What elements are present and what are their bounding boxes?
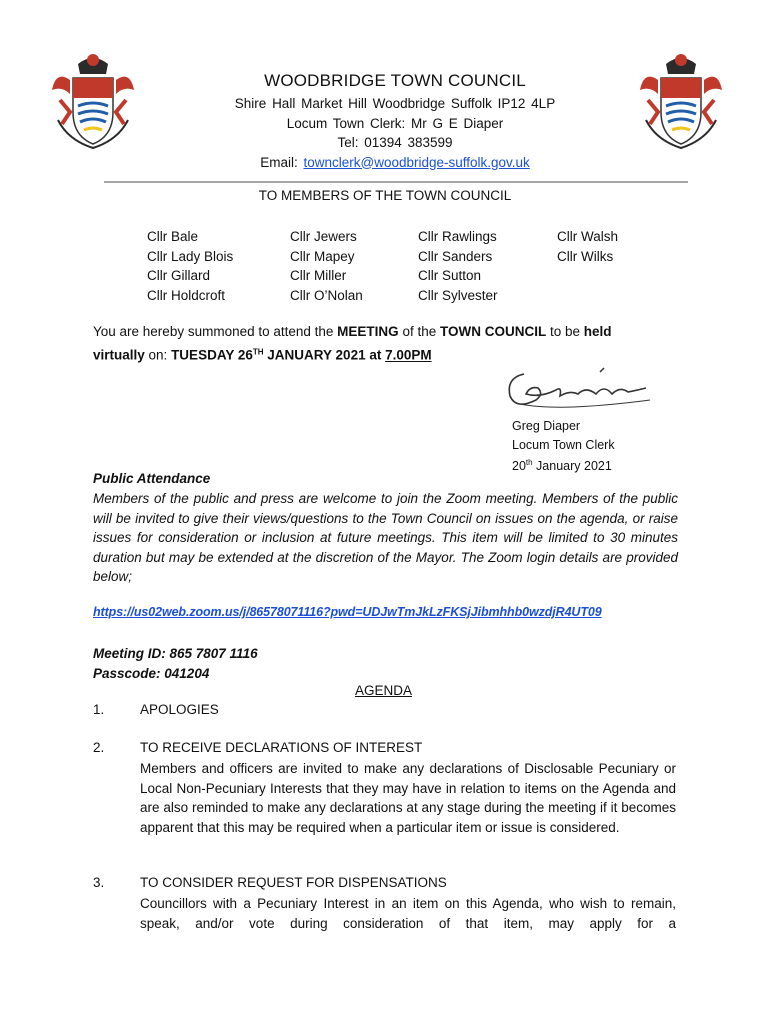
councillor-column-4 [557,227,618,266]
agenda-item-body: Councillors with a Pecuniary Interest in an item on this Agenda, who wish to remain, speak, and/or vote during consideration of that item, may apply for a [140,896,676,931]
agenda-item-heading: TO RECEIVE DECLARATIONS OF INTEREST [140,740,423,755]
agenda-item-body: Members and officers are invited to make any declarations of Disclosable Pecuniary or Local Non-Pecuniary Interests that they may have in relation to items on the Agenda and are also reminded to make any declarations at any stage during the meeting if it becomes apparent that this may be required when a particular item or issue is considered. [140,761,676,835]
councillor-name: Cllr Holdcroft [147,287,226,303]
summons-meeting: MEETING [337,324,399,339]
email-link[interactable]: townclerk@woodbridge-suffolk.gov.uk [303,154,530,170]
agenda-item-number: 1. [93,702,105,717]
councillor-name: Cllr Gillard [147,268,211,283]
meeting-date: TUESDAY 26 [171,347,253,363]
public-attendance-body: Members of the public and press are welcome to join the Zoom meeting. Members of the public will be invited to give their views/questions to the Town Council on issues on the agenda, or raise issues for consideration or inclusion at future meetings. This item will be limited to 30 minutes duration but may be extended at the discretion of the Mayor. The Zoom login details are provided below; [93,491,678,584]
zoom-meeting-link[interactable]: https://us02web.zoom.us/j/86578071116?pwd=UDJwTmJkLzFKSjJibmhhb0wzdjR4UT09 [93,605,602,619]
councillor-name: Cllr Walsh [557,229,619,244]
summons-town-council: TOWN COUNCIL [439,324,547,339]
councillor-name: Cllr Mapey [290,248,355,264]
email-label: Email: [260,154,304,170]
meeting-time: 7.00PM [385,347,432,363]
to-members-heading: TO MEMBERS OF THE TOWN COUNCIL [258,188,512,203]
telephone-line: Tel: 01394 383599 [337,135,453,150]
clerk-name: Greg Diaper [512,419,581,433]
councillor-name: Cllr O’Nolan [290,287,363,303]
town-crest-icon [48,50,138,150]
councillor-name: Cllr Miller [290,268,347,283]
councillor-column-1 [147,227,233,305]
agenda-item-number: 2. [93,740,105,755]
agenda-item-heading: APOLOGIES [140,702,219,717]
summons-virtually: virtually [93,347,145,363]
councillor-column-2 [290,227,363,305]
letter-date-suffix: th [525,458,533,467]
header-divider [104,181,688,183]
councillor-name: Cllr Jewers [290,229,357,244]
sign-off [512,417,615,476]
meeting-date-suffix: TH [252,347,264,356]
summons-text: of the [398,324,440,339]
council-name: WOODBRIDGE TOWN COUNCIL [264,71,526,90]
letter-date-day: 20 [512,459,526,474]
summons-text: to be [546,324,584,339]
councillor-column-3 [418,227,498,305]
councillor-name: Cllr Lady Blois [147,248,234,264]
summons-held: held [583,324,612,339]
letter-date-rest: January 2021 [532,459,612,474]
summons-paragraph [93,322,693,366]
meeting-credentials [93,644,258,683]
councillor-name: Cllr Sylvester [418,287,498,303]
councillor-name: Cllr Rawlings [418,229,497,244]
public-attendance-heading: Public Attendance [93,471,211,486]
clerk-line: Locum Town Clerk: Mr G E Diaper [286,115,504,131]
letterhead [150,70,640,172]
agenda-title: AGENDA [355,683,413,698]
summons-text: on: [144,347,172,363]
councillor-name: Cllr Sutton [418,268,482,283]
email-line [150,153,640,173]
councillor-name: Cllr Sanders [418,248,493,264]
town-crest-icon [636,50,726,150]
meeting-passcode: Passcode: 041204 [93,665,210,681]
agenda-item-number: 3. [93,875,105,890]
address-line: Shire Hall Market Hill Woodbridge Suffolk IP12 4LP [234,96,556,111]
meeting-date-rest: JANUARY 2021 at [263,347,386,363]
councillor-name: Cllr Wilks [557,248,614,264]
summons-text: You are hereby summoned to attend the [93,324,338,339]
agenda-item-heading: TO CONSIDER REQUEST FOR DISPENSATIONS [140,875,447,890]
meeting-id: Meeting ID: 865 7807 1116 [93,646,258,661]
councillor-name: Cllr Bale [147,229,199,244]
clerk-title: Locum Town Clerk [512,437,615,452]
signature-icon [500,360,660,416]
letter-date [512,454,615,476]
